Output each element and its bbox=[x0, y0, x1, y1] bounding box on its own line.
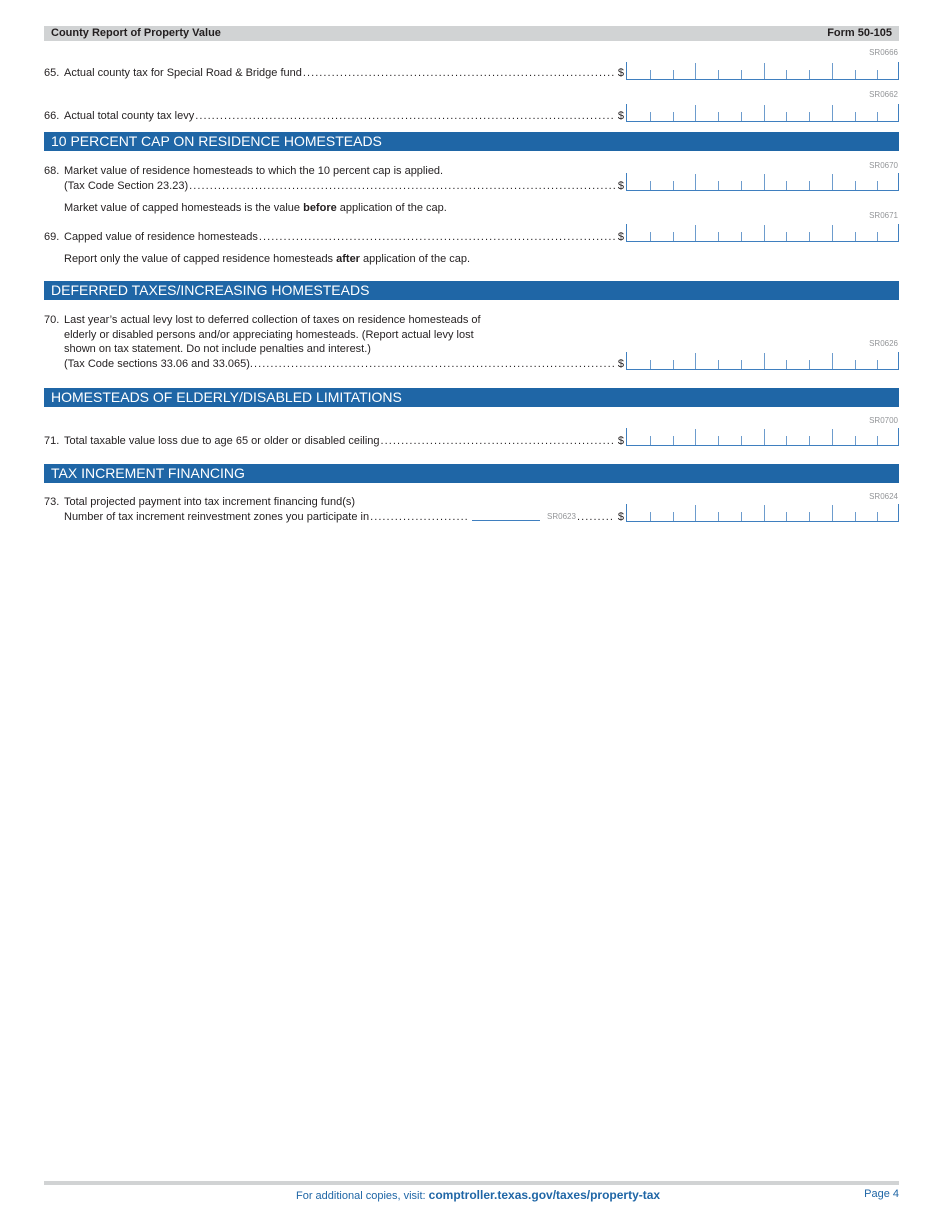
field-code-sr0666: SR0666 bbox=[869, 48, 898, 57]
digit-separator bbox=[832, 63, 833, 79]
digit-separator bbox=[718, 232, 719, 241]
section-header-tif bbox=[44, 464, 899, 483]
digit-separator bbox=[855, 360, 856, 369]
digit-separator bbox=[764, 429, 765, 445]
dot-leader bbox=[381, 434, 615, 449]
line-73-dollar bbox=[576, 510, 624, 525]
digit-separator bbox=[741, 232, 742, 241]
line-label-cont: Number of tax increment reinvestment zones you participate in bbox=[64, 511, 370, 523]
dot-leader bbox=[370, 510, 469, 525]
line-69 bbox=[44, 230, 624, 245]
line-70-amount-field[interactable] bbox=[626, 352, 899, 370]
digit-separator bbox=[718, 436, 719, 445]
digit-separator bbox=[718, 112, 719, 121]
note-text: application of the cap. bbox=[336, 202, 447, 214]
digit-separator bbox=[855, 232, 856, 241]
digit-separator bbox=[741, 512, 742, 521]
digit-separator bbox=[695, 174, 696, 190]
line-number: 68. bbox=[44, 165, 60, 177]
digit-separator bbox=[650, 512, 651, 521]
field-code-sr0700: SR0700 bbox=[869, 416, 898, 425]
line-label-cont: (Tax Code Section 23.23) bbox=[64, 180, 189, 192]
digit-separator bbox=[673, 232, 674, 241]
line-66 bbox=[44, 109, 624, 124]
dot-leader bbox=[577, 510, 615, 525]
footer-rule bbox=[44, 1181, 899, 1185]
dollar-sign: $ bbox=[617, 67, 624, 79]
digit-separator bbox=[764, 225, 765, 241]
page-number: Page 4 bbox=[864, 1188, 899, 1200]
footer-copies-text: For additional copies, visit: bbox=[296, 1190, 429, 1202]
digit-separator bbox=[877, 70, 878, 79]
line-label: Actual total county tax levy bbox=[64, 110, 195, 122]
line-68-second bbox=[64, 179, 624, 194]
note-line-69 bbox=[64, 252, 470, 267]
section-header-10-percent-cap bbox=[44, 132, 899, 151]
line-label: Last year’s actual levy lost to deferred collection of taxes on residence homesteads of bbox=[64, 314, 481, 326]
line-71 bbox=[44, 434, 624, 449]
section-title: DEFERRED TAXES/INCREASING HOMESTEADS bbox=[51, 282, 370, 298]
digit-separator bbox=[718, 360, 719, 369]
field-code-sr0624: SR0624 bbox=[869, 492, 898, 501]
dollar-sign: $ bbox=[617, 110, 624, 122]
digit-separator bbox=[809, 360, 810, 369]
footer-copies bbox=[296, 1188, 660, 1202]
digit-separator bbox=[809, 70, 810, 79]
note-emphasis: before bbox=[303, 202, 337, 214]
line-number: 69. bbox=[44, 231, 60, 243]
line-66-amount-field[interactable] bbox=[626, 104, 899, 122]
zones-count-field[interactable] bbox=[472, 520, 540, 521]
line-71-amount-field[interactable] bbox=[626, 428, 899, 446]
digit-separator bbox=[718, 512, 719, 521]
field-code-sr0670: SR0670 bbox=[869, 161, 898, 170]
line-68-amount-field[interactable] bbox=[626, 173, 899, 191]
digit-separator bbox=[764, 505, 765, 521]
digit-separator bbox=[764, 105, 765, 121]
digit-separator bbox=[673, 70, 674, 79]
field-code-sr0671: SR0671 bbox=[869, 211, 898, 220]
field-code-sr0626: SR0626 bbox=[869, 339, 898, 348]
digit-separator bbox=[786, 181, 787, 190]
digit-separator bbox=[673, 181, 674, 190]
line-73-row-2 bbox=[64, 510, 470, 525]
digit-separator bbox=[764, 63, 765, 79]
line-number: 70. bbox=[44, 314, 60, 326]
section-title: HOMESTEADS OF ELDERLY/DISABLED LIMITATIONS bbox=[51, 389, 402, 405]
dollar-sign: $ bbox=[617, 435, 624, 447]
line-68-first bbox=[44, 164, 443, 179]
section-header-deferred-taxes bbox=[44, 281, 899, 300]
note-line-68 bbox=[64, 201, 447, 216]
line-number: 65. bbox=[44, 67, 60, 79]
line-73-row-1 bbox=[44, 495, 355, 510]
digit-separator bbox=[786, 232, 787, 241]
line-label: Market value of residence homesteads to which the 10 percent cap is applied. bbox=[64, 165, 444, 177]
line-70-row-3: shown on tax statement. Do not include penalties and interest.) bbox=[64, 343, 371, 355]
digit-separator bbox=[786, 112, 787, 121]
digit-separator bbox=[877, 512, 878, 521]
digit-separator bbox=[741, 360, 742, 369]
digit-separator bbox=[809, 512, 810, 521]
digit-separator bbox=[741, 436, 742, 445]
note-emphasis: after bbox=[336, 253, 360, 265]
line-73-amount-field[interactable] bbox=[626, 504, 899, 522]
section-header-elderly-disabled bbox=[44, 388, 899, 407]
digit-separator bbox=[673, 360, 674, 369]
digit-separator bbox=[809, 436, 810, 445]
digit-separator bbox=[650, 232, 651, 241]
field-code-sr0662: SR0662 bbox=[869, 90, 898, 99]
digit-separator bbox=[695, 225, 696, 241]
dollar-sign: $ bbox=[617, 180, 624, 192]
digit-separator bbox=[786, 360, 787, 369]
dollar-sign: $ bbox=[617, 231, 624, 243]
digit-separator bbox=[695, 505, 696, 521]
field-code-sr0623: SR0623 bbox=[547, 512, 576, 521]
line-label: Total taxable value loss due to age 65 or older or disabled ceiling bbox=[64, 435, 380, 447]
form-number: Form 50-105 bbox=[827, 27, 892, 39]
digit-separator bbox=[695, 63, 696, 79]
digit-separator bbox=[809, 181, 810, 190]
line-70-row-2: elderly or disabled persons and/or appreciating homesteads. (Report actual levy lost bbox=[64, 329, 474, 341]
digit-separator bbox=[741, 112, 742, 121]
note-text: Report only the value of capped residence homesteads bbox=[64, 253, 337, 265]
digit-separator bbox=[855, 70, 856, 79]
section-title: 10 PERCENT CAP ON RESIDENCE HOMESTEADS bbox=[51, 133, 382, 149]
digit-separator bbox=[832, 505, 833, 521]
line-label-cont: (Tax Code sections 33.06 and 33.065). bbox=[64, 358, 253, 370]
dollar-sign: $ bbox=[617, 511, 624, 523]
form-header-bar bbox=[44, 26, 899, 41]
note-text: application of the cap. bbox=[359, 253, 471, 265]
digit-separator bbox=[855, 512, 856, 521]
line-69-amount-field[interactable] bbox=[626, 224, 899, 242]
line-number: 73. bbox=[44, 496, 60, 508]
digit-separator bbox=[718, 181, 719, 190]
digit-separator bbox=[650, 112, 651, 121]
line-label: Capped value of residence homesteads bbox=[64, 231, 258, 243]
section-title: TAX INCREMENT FINANCING bbox=[51, 465, 245, 481]
digit-separator bbox=[673, 112, 674, 121]
digit-separator bbox=[695, 353, 696, 369]
digit-separator bbox=[832, 429, 833, 445]
digit-separator bbox=[832, 353, 833, 369]
note-text: Market value of capped homesteads is the value bbox=[64, 202, 304, 214]
digit-separator bbox=[832, 105, 833, 121]
digit-separator bbox=[855, 112, 856, 121]
digit-separator bbox=[650, 436, 651, 445]
dollar-sign: $ bbox=[617, 358, 624, 370]
digit-separator bbox=[695, 429, 696, 445]
line-70-row-4 bbox=[64, 357, 624, 372]
digit-separator bbox=[741, 70, 742, 79]
dot-leader bbox=[195, 109, 615, 124]
digit-separator bbox=[673, 512, 674, 521]
line-number: 66. bbox=[44, 110, 60, 122]
digit-separator bbox=[809, 232, 810, 241]
digit-separator bbox=[786, 436, 787, 445]
line-65 bbox=[44, 66, 624, 81]
digit-separator bbox=[695, 105, 696, 121]
digit-separator bbox=[877, 232, 878, 241]
footer-url-link[interactable]: comptroller.texas.gov/taxes/property-tax bbox=[428, 1188, 661, 1202]
digit-separator bbox=[764, 174, 765, 190]
dot-leader bbox=[254, 357, 615, 372]
digit-separator bbox=[650, 360, 651, 369]
line-label: Actual county tax for Special Road & Bridge fund bbox=[64, 67, 302, 79]
digit-separator bbox=[877, 181, 878, 190]
dot-leader bbox=[259, 230, 615, 245]
line-label: Total projected payment into tax increment financing fund(s) bbox=[64, 496, 356, 508]
digit-separator bbox=[786, 70, 787, 79]
digit-separator bbox=[650, 181, 651, 190]
digit-separator bbox=[741, 181, 742, 190]
digit-separator bbox=[855, 436, 856, 445]
digit-separator bbox=[673, 436, 674, 445]
digit-separator bbox=[809, 112, 810, 121]
digit-separator bbox=[718, 70, 719, 79]
digit-separator bbox=[877, 112, 878, 121]
line-65-amount-field[interactable] bbox=[626, 62, 899, 80]
digit-separator bbox=[786, 512, 787, 521]
digit-separator bbox=[832, 225, 833, 241]
digit-separator bbox=[650, 70, 651, 79]
line-70-row-1 bbox=[44, 313, 481, 328]
line-number: 71. bbox=[44, 435, 60, 447]
dot-leader bbox=[189, 179, 615, 194]
form-title: County Report of Property Value bbox=[51, 27, 221, 39]
digit-separator bbox=[877, 436, 878, 445]
digit-separator bbox=[832, 174, 833, 190]
digit-separator bbox=[877, 360, 878, 369]
dot-leader bbox=[303, 66, 615, 81]
digit-separator bbox=[764, 353, 765, 369]
digit-separator bbox=[855, 181, 856, 190]
